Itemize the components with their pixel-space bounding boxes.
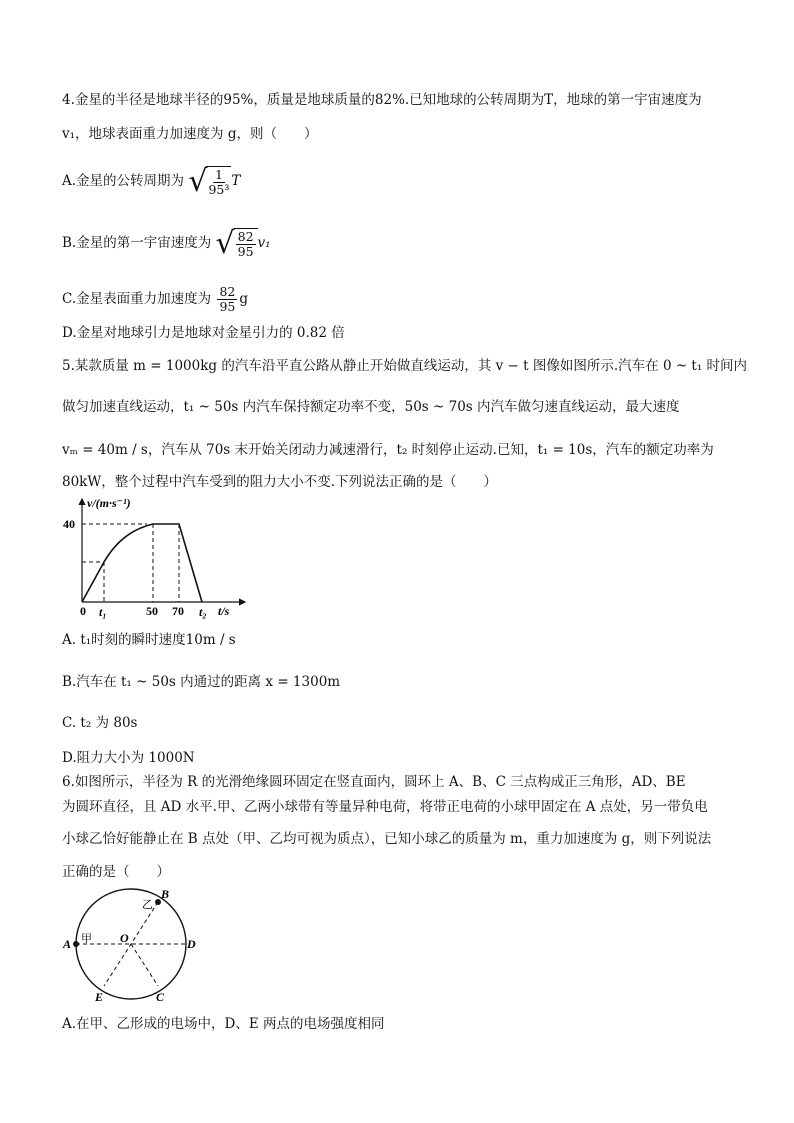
x-tick-50: 50: [146, 604, 158, 618]
q5-option-a[interactable]: A. t₁时刻的瞬时速度10m / s: [62, 632, 236, 648]
q5-stem-line3: vₘ = 40m / s，汽车从 70s 末开始关闭动力减速滑行，t₂ 时刻停止运动.已知，t₁ = 10s，汽车的额定功率为: [62, 442, 714, 458]
label-a: A: [63, 937, 72, 951]
q6-stem-line4: 正确的是（ ）: [62, 864, 170, 880]
q6-stem-line3: 小球乙恰好能静止在 B 点处（甲、乙均可视为质点），已知小球乙的质量为 m，重力加速度为 g，则下列说法: [62, 831, 712, 847]
fraction-numerator: 1: [214, 167, 223, 182]
radius-oc: [131, 944, 158, 986]
fraction-denominator: 95: [219, 299, 236, 314]
q4-option-b-text: B.金星的第一宇宙速度为: [62, 235, 212, 251]
label-o: O: [120, 931, 129, 945]
y-tick-40: 40: [63, 517, 75, 531]
label-e: E: [95, 990, 104, 1004]
variable-v1: v₁: [257, 235, 271, 251]
label-jia: 甲: [81, 933, 92, 945]
q4-option-c-text: C.金星表面重力加速度为: [62, 291, 212, 307]
sqrt-expression: √ $\frac{82}{95}$: [216, 228, 258, 259]
q5-stem-line2: 做匀加速直线运动，t₁ ~ 50s 内汽车保持额定功率不变，50s ~ 70s 内汽车做匀速直线运动，最大速度: [62, 399, 680, 415]
velocity-curve: [82, 524, 202, 602]
label-b: B: [161, 887, 170, 901]
label-yi: 乙: [142, 899, 153, 911]
y-axis-label: v/(m·s⁻¹): [87, 496, 131, 510]
q4-option-a[interactable]: [62, 163, 241, 199]
q4-option-a-text: A.金星的公转周期为: [62, 173, 185, 189]
q4-option-c[interactable]: [62, 285, 248, 314]
ball-jia: [73, 941, 79, 947]
variable-t: T: [231, 173, 241, 189]
x-axis-label: t/s: [218, 604, 230, 618]
q6-stem-line1: 6.如图所示，半径为 R 的光滑绝缘圆环固定在竖直面内，圆环上 A、B、C 三点构成正三角形，AD、BE: [62, 774, 686, 790]
fraction-numerator: 82: [219, 284, 236, 299]
x-tick-t1: t₁: [99, 605, 107, 619]
x-tick-70: 70: [172, 604, 184, 618]
q4-option-b[interactable]: [62, 225, 271, 261]
q5-option-d[interactable]: D.阻力大小为 1000N: [62, 750, 195, 766]
q5-option-c[interactable]: C. t₂ 为 80s: [62, 715, 138, 731]
x-tick-t2: t₂: [199, 605, 207, 619]
variable-g: g: [239, 291, 248, 307]
fraction-denominator: 95³: [208, 182, 230, 197]
label-d: D: [187, 937, 196, 951]
q4-stem-line1: 4.金星的半径是地球半径的95%，质量是地球质量的82%.已知地球的公转周期为T，地球的第一宇宙速度为: [62, 92, 702, 108]
q5-option-b[interactable]: B.汽车在 t₁ ~ 50s 内通过的距离 x = 1300m: [62, 674, 341, 690]
sqrt-expression: √ $\frac{1}{\text{95³}}$: [188, 163, 230, 199]
vt-graph: [62, 495, 252, 620]
q4-stem-line2: v₁，地球表面重力加速度为 g，则（ ）: [62, 126, 318, 142]
q6-option-a[interactable]: A.在甲、乙形成的电场中，D、E 两点的电场强度相同: [62, 1016, 385, 1032]
q6-stem-line2: 为圆环直径，且 AD 水平.甲、乙两小球带有等量异种电荷，将带正电荷的小球甲固定在 A 点处，另一带负电: [62, 799, 708, 815]
q4-option-d[interactable]: D.金星对地球引力是地球对金星引力的 0.82 倍: [62, 325, 345, 341]
circle-diagram: [62, 887, 202, 1007]
origin-label: 0: [80, 604, 86, 618]
label-c: C: [156, 990, 165, 1004]
fraction-numerator: 82: [237, 229, 254, 244]
q5-stem-line4: 80kW，整个过程中汽车受到的阻力大小不变.下列说法正确的是（ ）: [62, 474, 498, 490]
fraction-denominator: 95: [237, 244, 254, 259]
q5-stem-line1: 5.某款质量 m = 1000kg 的汽车沿平直公路从静止开始做直线运动，其 v − t 图像如图所示.汽车在 0 ~ t₁ 时间内: [62, 358, 748, 374]
